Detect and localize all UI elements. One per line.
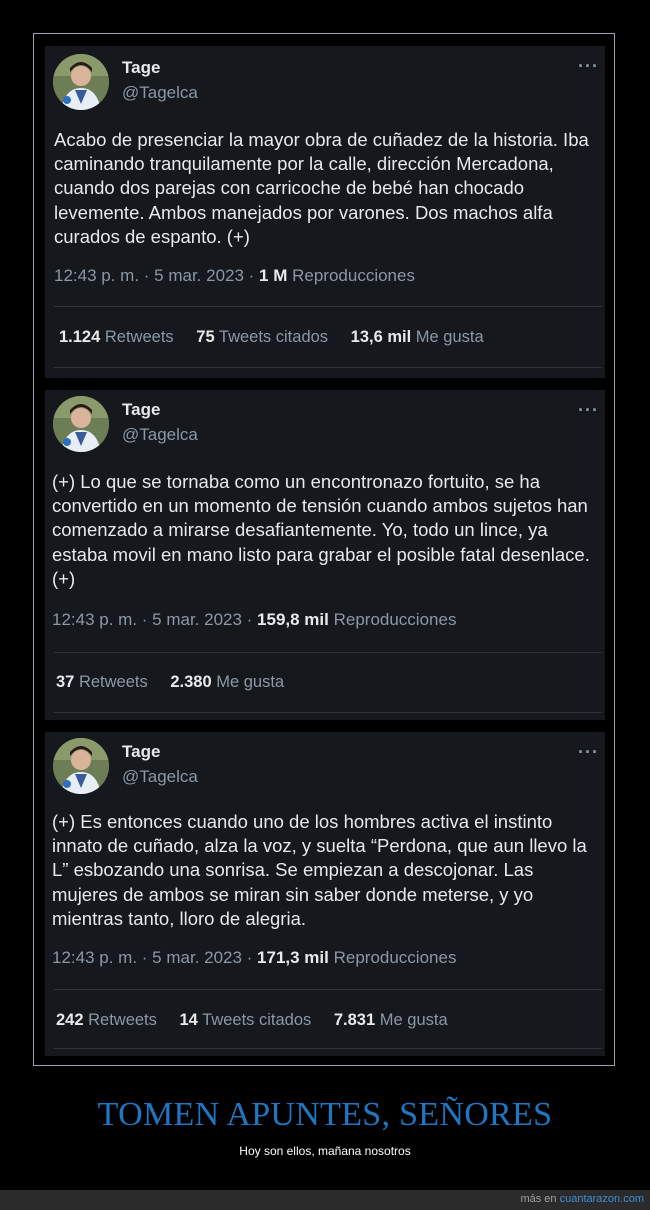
stat-value: 1.124 bbox=[59, 328, 101, 346]
footer-text bbox=[520, 1193, 644, 1205]
stat-label: Tweets citados bbox=[214, 328, 329, 346]
stat-label: Me gusta bbox=[211, 673, 285, 691]
stat-label: Retweets bbox=[83, 1011, 157, 1029]
footer-prefix: más en bbox=[520, 1193, 560, 1205]
avatar[interactable] bbox=[53, 738, 109, 794]
tweet-stats bbox=[59, 328, 502, 347]
divider bbox=[54, 712, 602, 713]
stat-value: 242 bbox=[56, 1011, 84, 1029]
tweet-author-name[interactable]: Tage bbox=[122, 742, 161, 761]
tweet-text: Acabo de presenciar la mayor obra de cuñadez de la historia. Iba caminando tranquilamente por la calle, dirección Mercadona, cuando dos parejas con carricoche de bebé han chocado levemente. Ambos manejados por varones. Dos machos alfa curados de espanto. (+) bbox=[54, 129, 589, 247]
tweet-stats bbox=[56, 673, 302, 692]
tweet-meta bbox=[52, 610, 456, 630]
divider bbox=[54, 1048, 602, 1049]
stat-label: Tweets citados bbox=[197, 1011, 312, 1029]
divider bbox=[54, 306, 602, 307]
tweet-author-name[interactable]: Tage bbox=[122, 58, 161, 77]
stat-label: Me gusta bbox=[411, 328, 484, 346]
footer-site-link[interactable]: cuantarazon.com bbox=[559, 1193, 644, 1205]
stat-label: Me gusta bbox=[375, 1011, 448, 1029]
tweet-card[interactable] bbox=[45, 390, 605, 720]
meme-subtitle: Hoy son ellos, mañana nosotros bbox=[239, 1144, 411, 1158]
tweet-text: (+) Es entonces cuando uno de los hombres activa el instinto innato de cuñado, alza la voz, y suelta “Perdona, que aun llevo la L” esbozando una sonrisa. Se empiezan a descojonar. Las mujeres de ambos se miran sin saber donde meterse, y yo mientras tanto, lloro de alegria. bbox=[52, 811, 587, 929]
tweet-meta bbox=[52, 948, 456, 968]
tweet-author-handle[interactable]: @Tagelca bbox=[122, 425, 198, 444]
site-footer bbox=[0, 1190, 650, 1210]
stat-retweets[interactable] bbox=[56, 1011, 157, 1029]
divider bbox=[54, 367, 602, 368]
tweet-time[interactable]: 12:43 p. m. · 5 mar. 2023 · bbox=[52, 948, 258, 967]
stat-retweets[interactable] bbox=[59, 328, 174, 346]
tweet-views-count: 171,3 mil bbox=[257, 948, 329, 967]
tweet-views-label: Reproducciones bbox=[328, 948, 457, 967]
more-dots-icon[interactable]: ··· bbox=[578, 400, 599, 420]
stat-likes[interactable] bbox=[334, 1011, 448, 1029]
tweet-text: (+) Lo que se tornaba como un encontronazo fortuito, se ha convertido en un momento de tensión cuando ambos sujetos han comenzado a mirarse desafiantemente. Yo, todo un lince, ya estaba movil en mano listo para grabar el posible fatal desenlace. (+) bbox=[52, 471, 590, 589]
tweet-views-count: 1 M bbox=[259, 266, 288, 285]
stat-value: 75 bbox=[196, 328, 215, 346]
stat-likes[interactable] bbox=[351, 328, 484, 346]
tweet-meta bbox=[54, 266, 415, 286]
tweet-author-name[interactable]: Tage bbox=[122, 400, 161, 419]
more-dots-icon[interactable]: ··· bbox=[578, 742, 599, 762]
stat-value: 7.831 bbox=[333, 1011, 376, 1029]
meme-title: TOMEN APUNTES, SEÑORES bbox=[97, 1096, 553, 1133]
tweet-time[interactable]: 12:43 p. m. · 5 mar. 2023 · bbox=[52, 610, 258, 629]
tweet-views-label: Reproducciones bbox=[287, 266, 415, 285]
tweet-author-handle[interactable]: @Tagelca bbox=[122, 83, 198, 102]
stat-value: 13,6 mil bbox=[350, 328, 412, 346]
stat-label: Retweets bbox=[74, 673, 148, 691]
tweet-card[interactable] bbox=[45, 732, 605, 1056]
avatar[interactable] bbox=[53, 54, 109, 110]
stat-value: 14 bbox=[179, 1011, 198, 1029]
stat-quotes[interactable] bbox=[180, 1011, 312, 1029]
stat-value: 37 bbox=[56, 673, 75, 691]
stat-label: Retweets bbox=[100, 328, 174, 346]
tweet-time[interactable]: 12:43 p. m. · 5 mar. 2023 · bbox=[54, 266, 260, 285]
stat-retweets[interactable] bbox=[56, 673, 148, 691]
tweet-stats bbox=[56, 1011, 466, 1030]
stat-value: 2.380 bbox=[170, 673, 212, 691]
stat-quotes[interactable] bbox=[196, 328, 328, 346]
avatar[interactable] bbox=[53, 396, 109, 452]
tweet-author-handle[interactable]: @Tagelca bbox=[122, 767, 198, 786]
tweet-views-label: Reproducciones bbox=[328, 610, 457, 629]
more-dots-icon[interactable]: ··· bbox=[578, 56, 599, 76]
divider bbox=[54, 989, 602, 990]
tweet-views-count: 159,8 mil bbox=[257, 610, 329, 629]
tweet-card[interactable] bbox=[45, 46, 605, 378]
divider bbox=[54, 652, 602, 653]
stat-likes[interactable] bbox=[170, 673, 284, 691]
